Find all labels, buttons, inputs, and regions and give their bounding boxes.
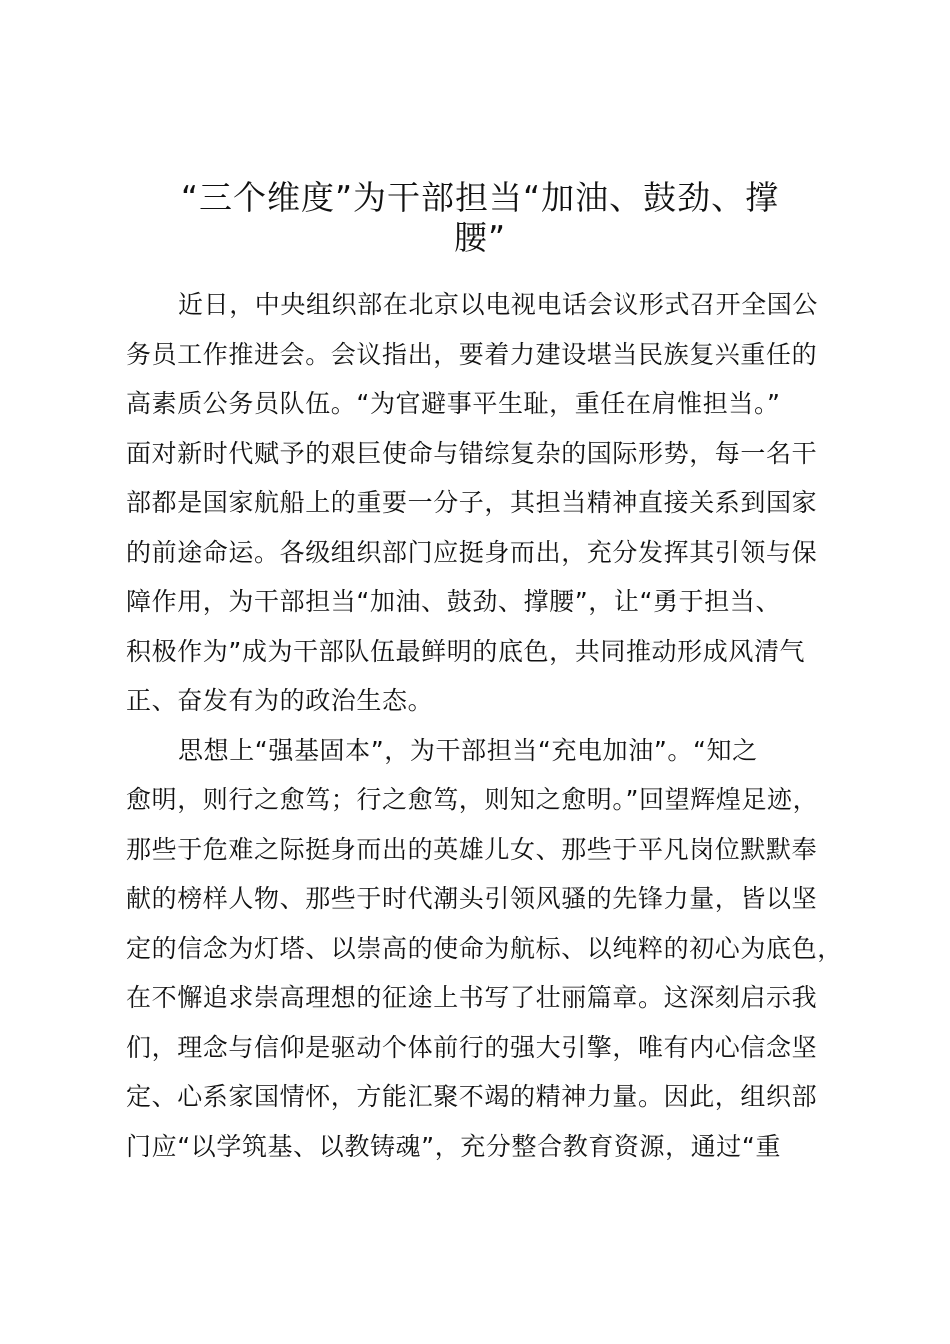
paragraph-line: 那些于危难之际挺身而出的英雄儿女、那些于平凡岗位默默奉: [126, 834, 818, 864]
paragraph-line: 定、心系家国情怀，方能汇聚不竭的精神力量。因此，组织部: [126, 1082, 818, 1111]
title-line: “三个维度”为干部担当“加油、鼓劲、撑: [180, 178, 780, 217]
document-body: [126, 280, 866, 1171]
paragraph-line: 思想上“强基固本”，为干部担当“充电加油”。“知之: [178, 735, 758, 765]
paragraph-line: 务员工作推进会。会议指出，要着力建设堪当民族复兴重任的: [126, 339, 818, 369]
paragraph-line: 正、奋发有为的政治生态。: [126, 686, 434, 715]
paragraph-line: 愈明，则行之愈笃；行之愈笃，则知之愈明。”回望辉煌足迹，: [126, 785, 819, 814]
paragraph-2: [126, 726, 866, 1172]
document-title: [130, 178, 830, 258]
title-line: 腰”: [453, 218, 507, 257]
paragraph-line: 门应“以学筑基、以教铸魂”，充分整合教育资源，通过“重: [126, 1131, 782, 1161]
paragraph-1: [126, 280, 866, 726]
paragraph-line: 定的信念为灯塔、以崇高的使命为航标、以纯粹的初心为底色，: [126, 933, 843, 963]
paragraph-line: 高素质公务员队伍。“为官避事平生耻，重任在肩惟担当。”: [126, 389, 781, 418]
paragraph-line: 面对新时代赋予的艰巨使命与错综复杂的国际形势，每一名干: [126, 438, 818, 468]
paragraph-line: 的前途命运。各级组织部门应挺身而出，充分发挥其引领与保: [126, 537, 818, 567]
paragraph-line: 们，理念与信仰是驱动个体前行的强大引擎，唯有内心信念坚: [126, 1032, 818, 1062]
paragraph-line: 积极作为”成为干部队伍最鲜明的底色，共同推动形成风清气: [126, 636, 806, 666]
paragraph-line: 部都是国家航船上的重要一分子，其担当精神直接关系到国家: [126, 488, 818, 517]
paragraph-line: 献的榜样人物、那些于时代潮头引领风骚的先锋力量，皆以坚: [126, 884, 818, 913]
paragraph-line: 在不懈追求崇高理想的征途上书写了壮丽篇章。这深刻启示我: [126, 983, 818, 1012]
paragraph-line: 障作用，为干部担当“加油、鼓劲、撑腰”，让“勇于担当、: [126, 587, 782, 616]
paragraph-line: 近日，中央组织部在北京以电视电话会议形式召开全国公: [178, 290, 819, 319]
